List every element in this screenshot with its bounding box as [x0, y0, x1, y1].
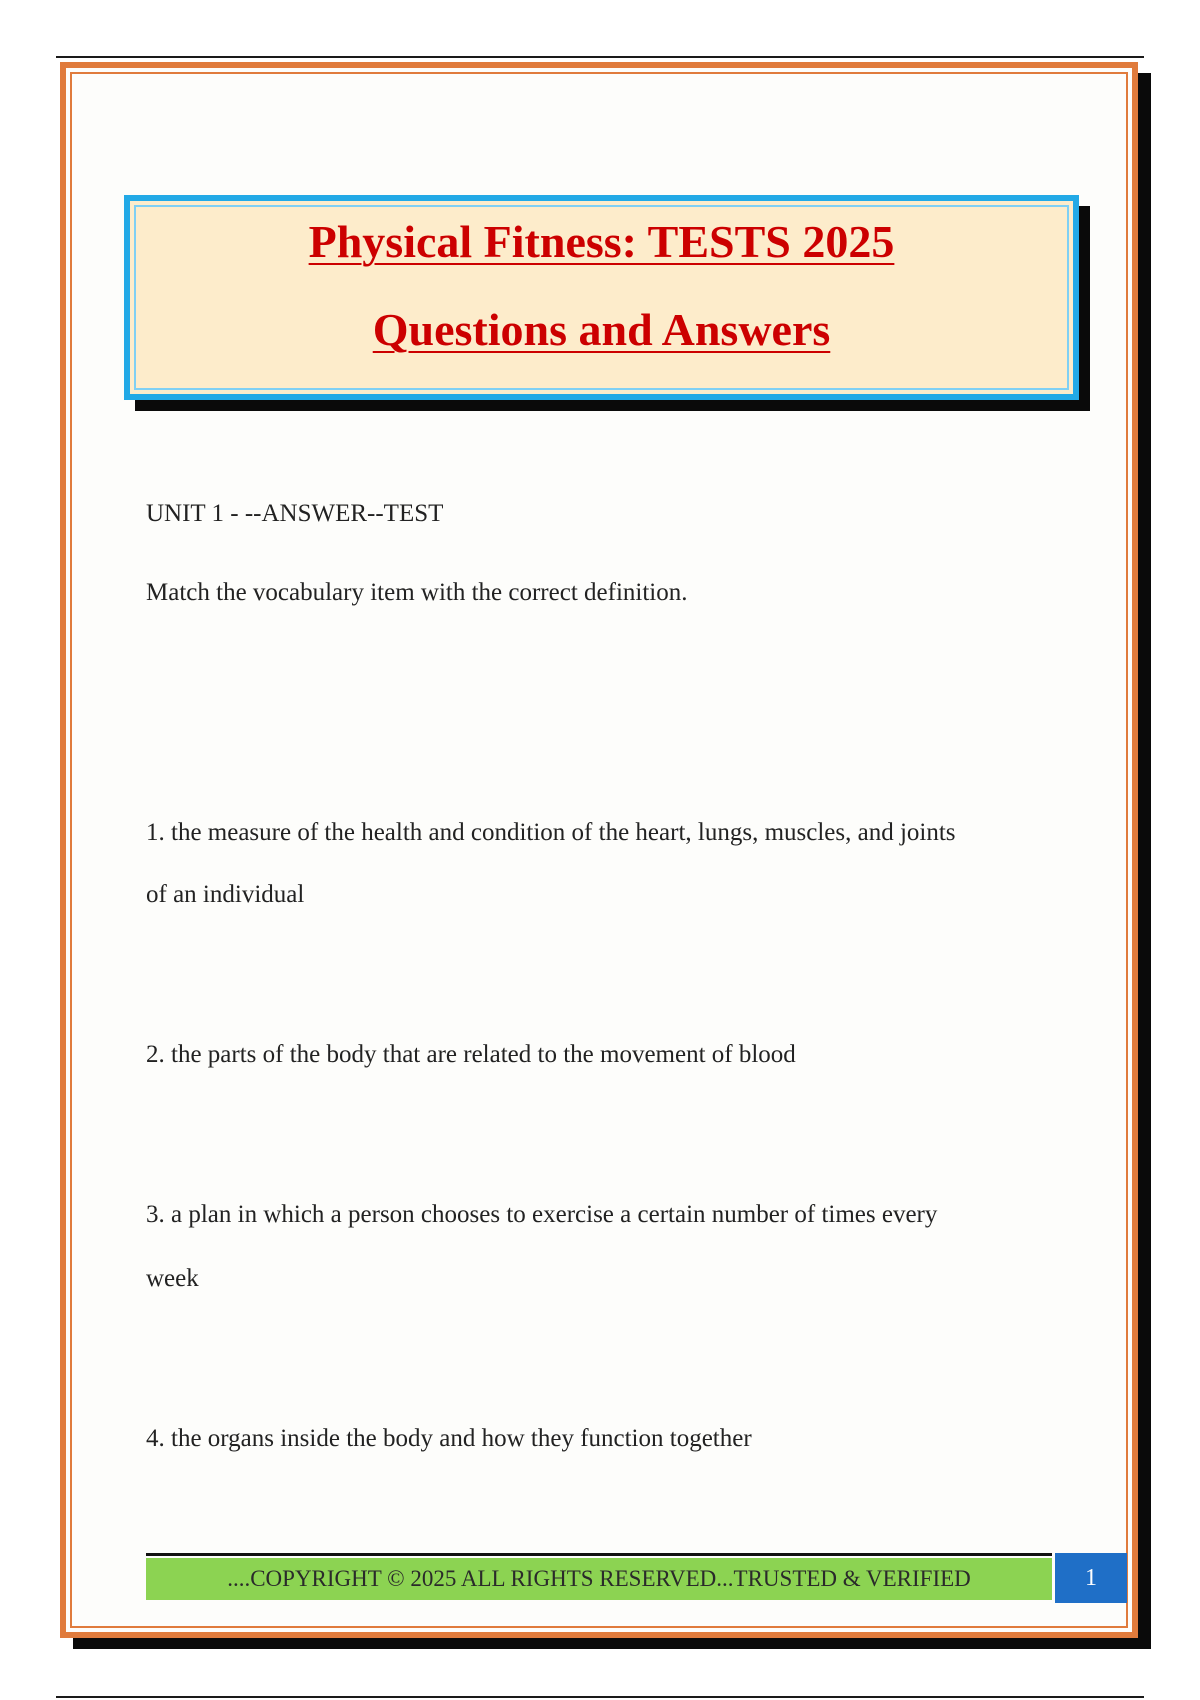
- instruction-text: Match the vocabulary item with the correct definition.: [146, 579, 688, 606]
- document-title: Physical Fitness: TESTS 2025: [308, 216, 895, 267]
- question-3-line-2: week: [146, 1265, 199, 1292]
- question-2-line-1: 2. the parts of the body that are related to the movement of blood: [146, 1041, 796, 1068]
- copyright-text: ....COPYRIGHT © 2025 ALL RIGHTS RESERVED...TRUSTED & VERIFIED: [227, 1566, 971, 1591]
- page-number-text: 1: [1085, 1564, 1097, 1591]
- bottom-rule: [56, 1696, 1144, 1698]
- top-rule: [56, 56, 1144, 58]
- document-subtitle: Questions and Answers: [372, 304, 831, 355]
- page-number: [1055, 1553, 1127, 1603]
- unit-heading: UNIT 1 - --ANSWER--TEST: [146, 500, 444, 527]
- footer-rule: [146, 1553, 1052, 1556]
- question-4-line-1: 4. the organs inside the body and how they function together: [146, 1425, 752, 1452]
- question-1-line-1: 1. the measure of the health and condition of the heart, lungs, muscles, and joints: [146, 819, 956, 846]
- footer-copyright-bar: [146, 1558, 1052, 1600]
- question-1-line-2: of an individual: [146, 881, 305, 908]
- title-box: [124, 195, 1079, 400]
- question-3-line-1: 3. a plan in which a person chooses to exercise a certain number of times every: [146, 1201, 938, 1228]
